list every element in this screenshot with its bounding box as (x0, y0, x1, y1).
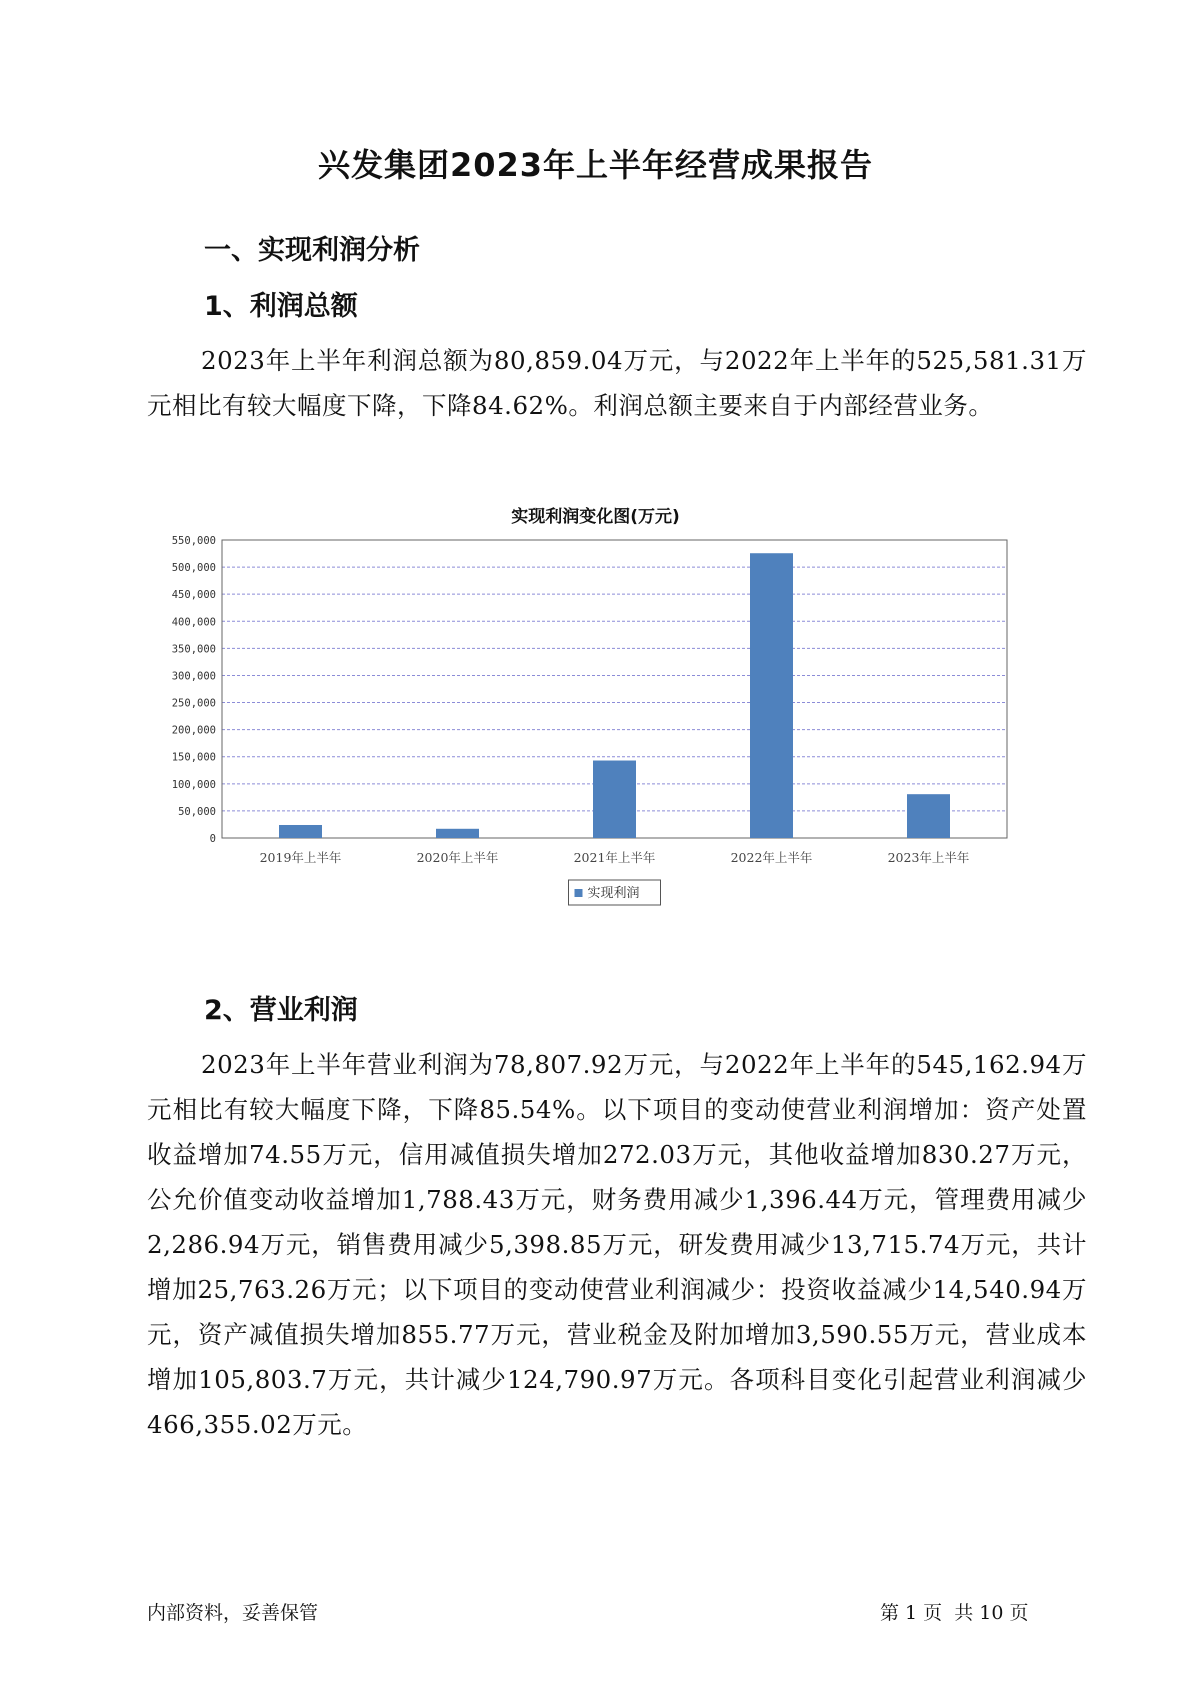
legend-label: 实现利润 (587, 886, 640, 901)
bar-4 (750, 553, 793, 838)
y-tick-label: 400,000 (171, 616, 216, 629)
y-tick-label: 150,000 (171, 751, 216, 764)
x-tick-label: 2022年上半年 (730, 850, 813, 865)
x-tick-label: 2023年上半年 (887, 850, 970, 865)
y-tick-label: 500,000 (171, 562, 216, 575)
section-heading-profit-analysis: 一、实现利润分析 (204, 235, 420, 266)
paragraph-operating-profit: 2023年上半年营业利润为78,807.92万元，与2022年上半年的545,162.94万元相比有较大幅度下降，下降85.54%。以下项目的变动使营业利润增加：资产处置收益增加74.55万元，信用减值损失增加272.03万元，其他收益增加830.27万元，公允价值变动收益增加1,788.43万元，财务费用减少1,396.44万元，管理费用减少2,286.94万元，销售费用减少5,398.85万元，研发费用减少13,715.74万元，共计增加25,763.26万元；以下项目的变动使营业利润减少：投资收益减少14,540.94万元，资产减值损失增加855.77万元，营业税金及附加增加3,590.55万元，营业成本增加105,803.7万元，共计减少124,790.97万元。各项科目变化引起营业利润减少466,355.02万元。 (147, 1050, 1087, 1439)
bar-3 (593, 761, 636, 838)
document-title: 兴发集团2023年上半年经营成果报告 (317, 146, 874, 184)
footer-page-number: 第 1 页 共 10 页 (880, 1602, 1029, 1624)
y-tick-label: 0 (209, 833, 216, 845)
y-tick-label: 250,000 (171, 697, 216, 710)
y-tick-label: 200,000 (171, 724, 216, 737)
profit-bar-chart (150, 525, 1020, 965)
chart-title: 实现利润变化图(万元) (511, 507, 680, 527)
footer-confidential-note: 内部资料，妥善保管 (147, 1602, 319, 1624)
y-tick-label: 550,000 (171, 535, 216, 547)
bar-5 (907, 794, 950, 838)
x-tick-label: 2020年上半年 (416, 850, 499, 865)
y-tick-label: 450,000 (171, 589, 216, 602)
paragraph-total-profit: 2023年上半年利润总额为80,859.04万元，与2022年上半年的525,581.31万元相比有较大幅度下降，下降84.62%。利润总额主要来自于内部经营业务。 (147, 346, 1087, 420)
y-tick-label: 100,000 (171, 778, 216, 791)
y-tick-label: 300,000 (171, 670, 216, 683)
x-tick-label: 2019年上半年 (259, 850, 342, 865)
subheading-operating-profit: 2、营业利润 (204, 995, 358, 1026)
bar-2 (436, 829, 479, 838)
legend-swatch (575, 889, 583, 897)
x-tick-label: 2021年上半年 (573, 850, 656, 865)
bar-1 (279, 825, 322, 838)
y-tick-label: 50,000 (178, 805, 216, 818)
y-tick-label: 350,000 (171, 643, 216, 656)
subheading-total-profit: 1、利润总额 (204, 291, 358, 322)
